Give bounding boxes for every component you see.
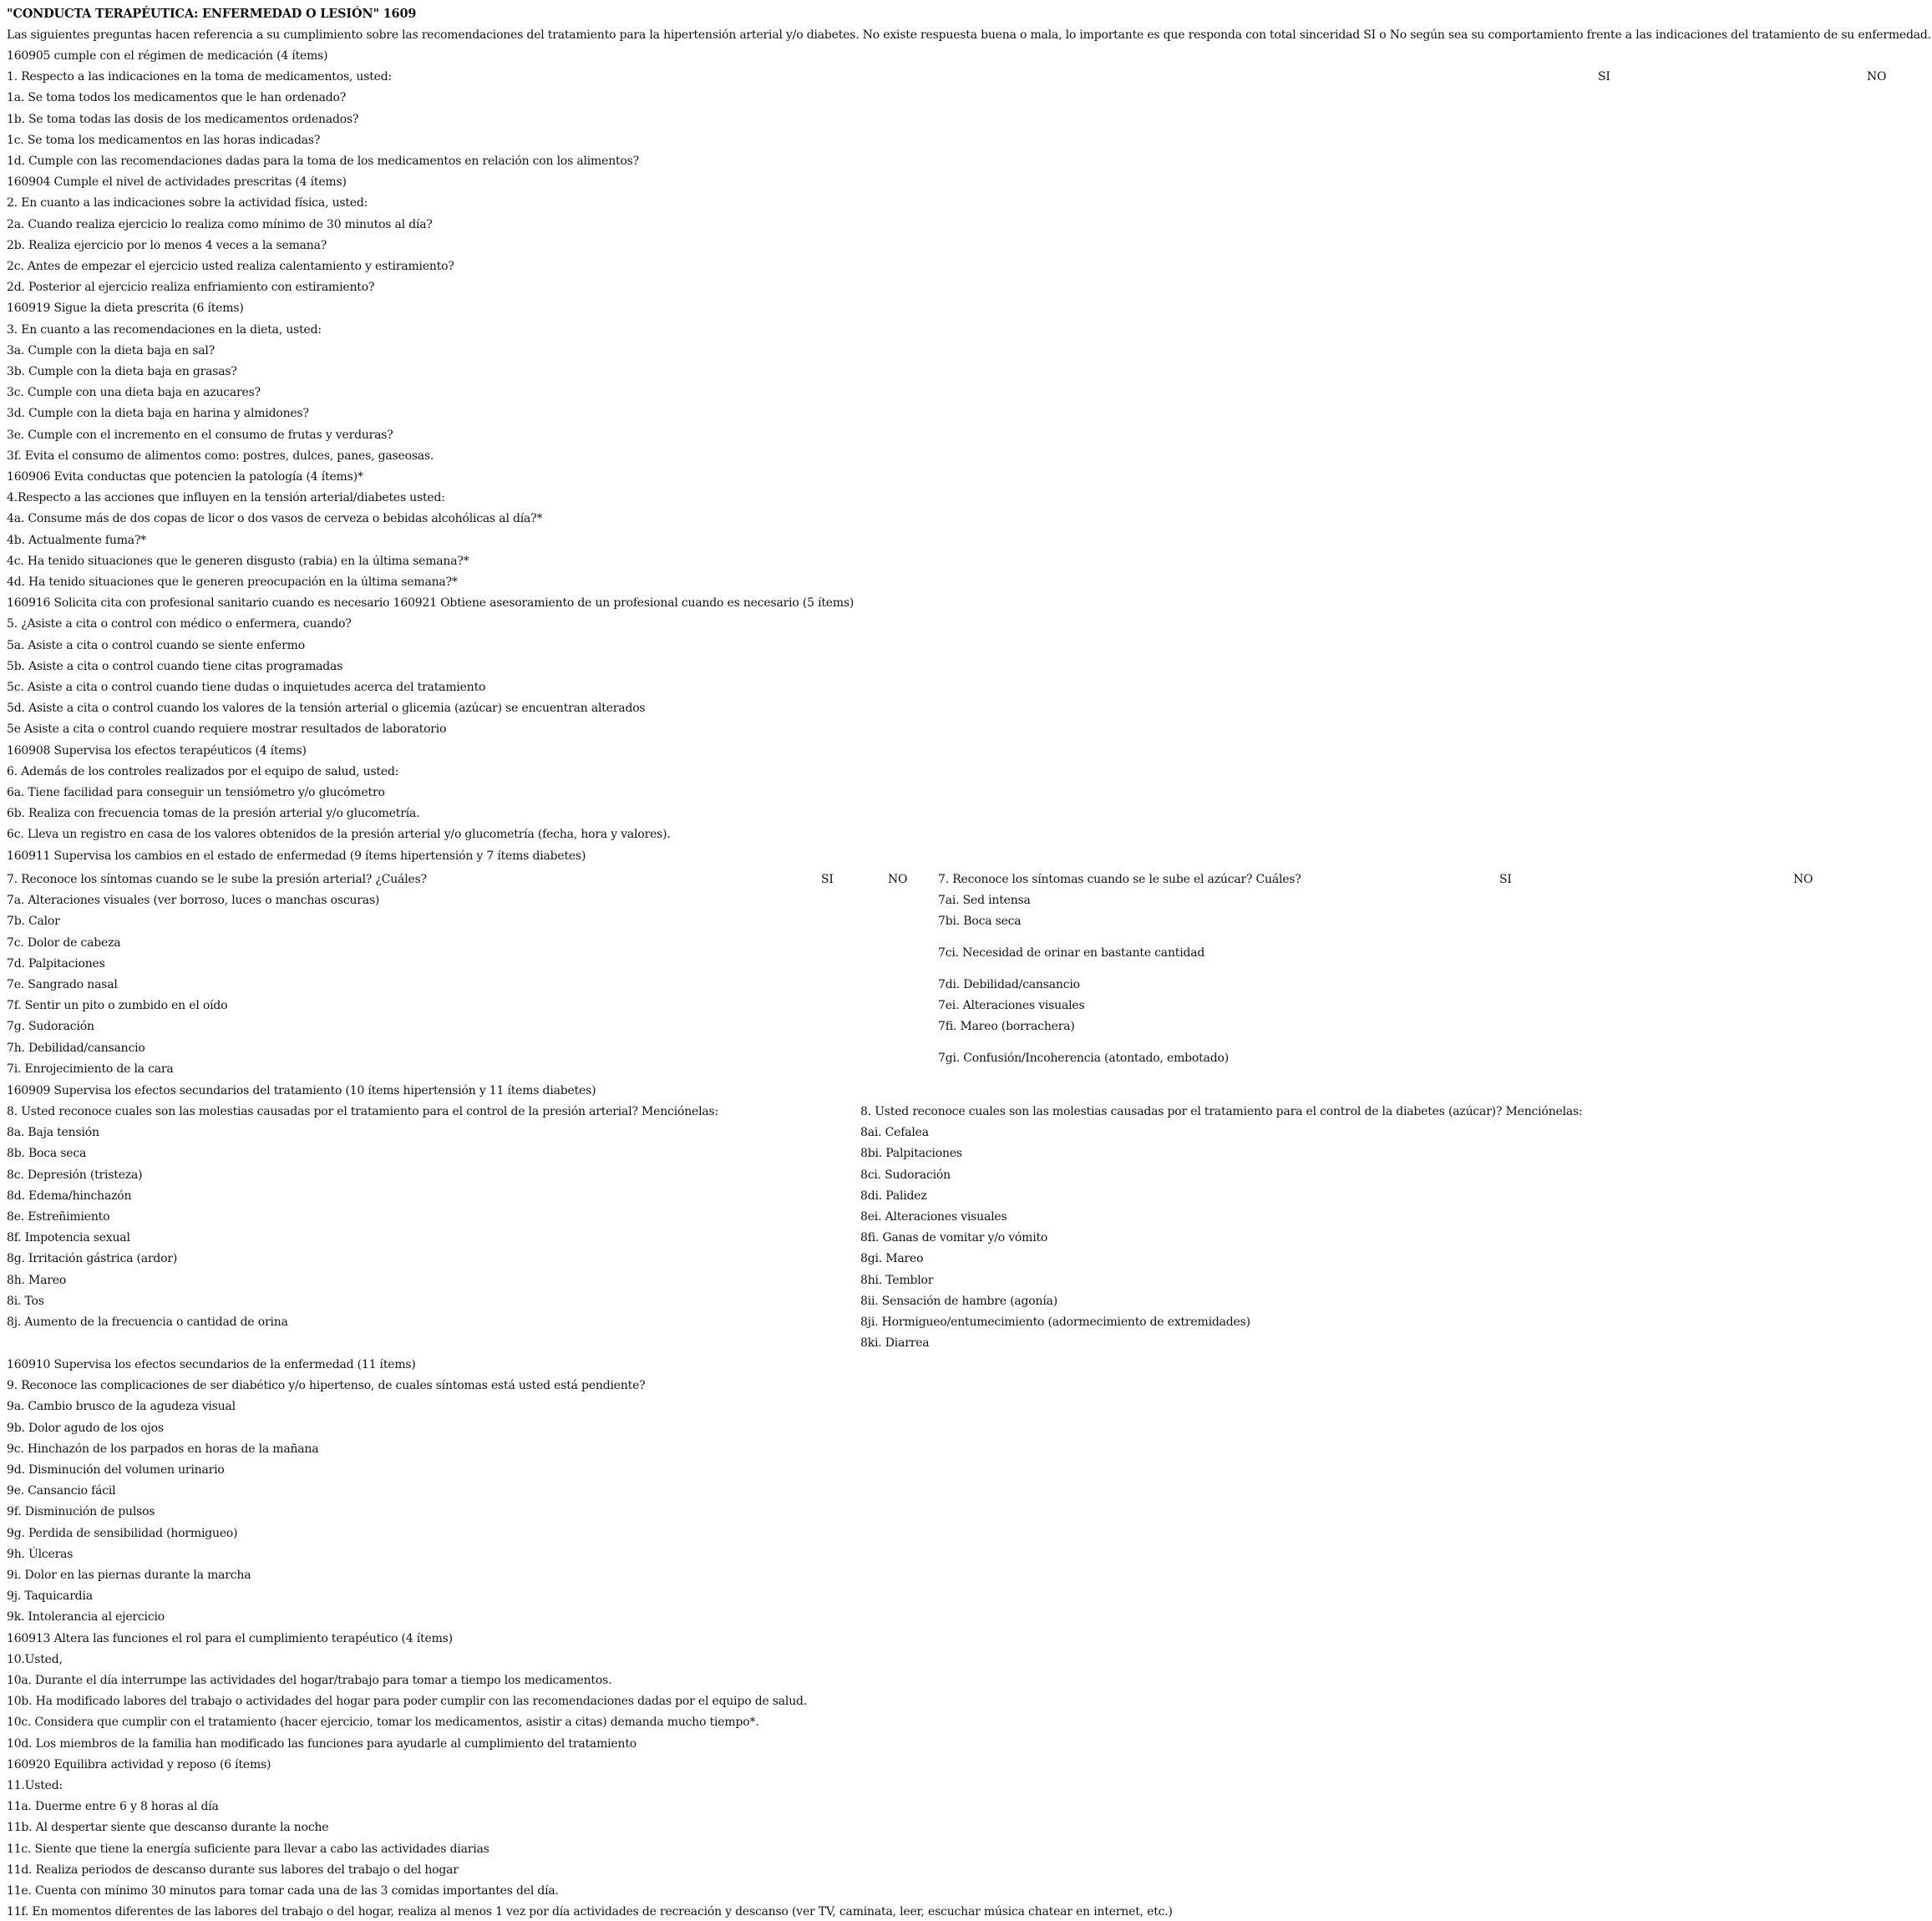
q8-hypertension-line-8: 8h. Mareo <box>7 1274 67 1287</box>
no-header-q1: NO <box>1867 70 1887 84</box>
q7-diabetes-line-6: 7fi. Mareo (borrachera) <box>938 1020 1075 1033</box>
si-header-q1: SI <box>1598 70 1610 84</box>
question-line-33: 160908 Supervisa los efectos terapéuticos (4 ítems) <box>7 744 307 758</box>
question-line-6: 160904 Cumple el nivel de actividades prescritas (4 ítems) <box>7 175 347 189</box>
question-line-37: 6c. Lleva un registro en casa de los valores obtenidos de la presión arterial y/o glucometría (fecha, hora y valores). <box>7 828 671 841</box>
q7-hypertension-line-0: 7. Reconoce los síntomas cuando se le sube la presión arterial? ¿Cuáles? <box>7 873 427 886</box>
q8-hypertension-line-1: 8a. Baja tensión <box>7 1126 99 1139</box>
q8-hypertension-line-6: 8f. Impotencia sexual <box>7 1231 130 1244</box>
intro-paragraph: Las siguientes preguntas hacen referencia a su cumplimiento sobre las recomendaciones del tratamiento para la hipertensión arterial y/o diabetes. No existe respuesta buena o mala, lo importante es que responda con total sinceridad SI o No según sea su comportamiento frente a las indicaciones del tratamiento de su enfermedad. <box>7 28 1931 42</box>
tail-line-17: 10c. Considera que cumplir con el tratamiento (hacer ejercicio, tomar los medicamentos, asistir a citas) demanda mucho tiempo*. <box>7 1716 759 1729</box>
question-line-34: 6. Además de los controles realizados por el equipo de salud, usted: <box>7 765 399 778</box>
tail-line-13: 160913 Altera las funciones el rol para el cumplimiento terapéutico (4 ítems) <box>7 1632 453 1645</box>
q7-diabetes-line-4: 7di. Debilidad/cansancio <box>938 978 1080 991</box>
question-line-21: 4.Respecto a las acciones que influyen en la tensión arterial/diabetes usted: <box>7 491 445 504</box>
q7-hypertension-line-4: 7d. Palpitaciones <box>7 957 105 971</box>
question-line-8: 2a. Cuando realiza ejercicio lo realiza como mínimo de 30 minutos al día? <box>7 218 433 231</box>
question-line-29: 5b. Asiste a cita o control cuando tiene citas programadas <box>7 660 343 673</box>
q8-diabetes-line-7: 8gi. Mareo <box>860 1252 924 1265</box>
question-line-13: 3. En cuanto a las recomendaciones en la dieta, usted: <box>7 323 322 337</box>
question-line-2: 1a. Se toma todos los medicamentos que le han ordenado? <box>7 91 347 104</box>
question-line-20: 160906 Evita conductas que potencien la patología (4 ítems)* <box>7 470 363 484</box>
q7-diabetes-line-7: 7gi. Confusión/Incoherencia (atontado, embotado) <box>938 1052 1229 1065</box>
tail-line-22: 11b. Al despertar siente que descanso durante la noche <box>7 1821 329 1834</box>
tail-line-9: 9h. Úlceras <box>7 1548 74 1561</box>
q8-hypertension-line-10: 8j. Aumento de la frecuencia o cantidad de orina <box>7 1315 288 1329</box>
question-line-7: 2. En cuanto a las indicaciones sobre la actividad física, usted: <box>7 196 368 210</box>
question-line-16: 3c. Cumple con una dieta baja en azucares? <box>7 386 261 399</box>
question-line-36: 6b. Realiza con frecuencia tomas de la presión arterial y/o glucometría. <box>7 807 420 820</box>
question-line-11: 2d. Posterior al ejercicio realiza enfriamiento con estiramiento? <box>7 281 375 294</box>
question-line-10: 2c. Antes de empezar el ejercicio usted realiza calentamiento y estiramiento? <box>7 260 454 273</box>
question-line-23: 4b. Actualmente fuma?* <box>7 534 147 547</box>
q7-hypertension-line-7: 7g. Sudoración <box>7 1020 94 1033</box>
question-line-5: 1d. Cumple con las recomendaciones dadas para la toma de los medicamentos en relación con los alimentos? <box>7 155 639 168</box>
q7-diabetes-line-3: 7ci. Necesidad de orinar en bastante cantidad <box>938 946 1205 960</box>
tail-line-19: 160920 Equilibra actividad y reposo (6 ítems) <box>7 1758 271 1771</box>
question-line-25: 4d. Ha tenido situaciones que le generen preocupación en la última semana?* <box>7 575 458 589</box>
tail-line-3: 9b. Dolor agudo de los ojos <box>7 1422 164 1435</box>
no-header-q7-left: NO <box>888 873 908 886</box>
tail-line-23: 11c. Siente que tiene la energía suficiente para llevar a cabo las actividades diarias <box>7 1842 489 1856</box>
si-header-q7-left: SI <box>821 873 834 886</box>
question-line-14: 3a. Cumple con la dieta baja en sal? <box>7 344 216 357</box>
q8-diabetes-line-10: 8ji. Hormigueo/entumecimiento (adormecimiento de extremidades) <box>860 1315 1250 1329</box>
question-line-9: 2b. Realiza ejercicio por lo menos 4 veces a la semana? <box>7 239 327 252</box>
q8-diabetes-line-11: 8ki. Diarrea <box>860 1336 930 1350</box>
question-line-27: 5. ¿Asiste a cita o control con médico o enfermera, cuando? <box>7 617 352 631</box>
q8-hypertension-line-2: 8b. Boca seca <box>7 1147 87 1160</box>
q8-diabetes-line-6: 8fi. Ganas de vomitar y/o vómito <box>860 1231 1048 1244</box>
q8-hypertension-line-3: 8c. Depresión (tristeza) <box>7 1168 143 1182</box>
tail-line-16: 10b. Ha modificado labores del trabajo o actividades del hogar para poder cumplir con las recomendaciones dadas por el equipo de salud. <box>7 1695 808 1708</box>
tail-line-18: 10d. Los miembros de la familia han modificado las funciones para ayudarle al cumplimiento del tratamiento <box>7 1737 636 1751</box>
tail-line-20: 11.Usted: <box>7 1779 63 1792</box>
tail-line-10: 9i. Dolor en las piernas durante la marcha <box>7 1569 251 1582</box>
tail-line-2: 9a. Cambio brusco de la agudeza visual <box>7 1400 236 1413</box>
question-line-31: 5d. Asiste a cita o control cuando los valores de la tensión arterial o glicemia (azúcar) se encuentran alterados <box>7 702 646 715</box>
question-line-18: 3e. Cumple con el incremento en el consumo de frutas y verduras? <box>7 428 393 442</box>
tail-line-7: 9f. Disminución de pulsos <box>7 1505 155 1518</box>
question-line-38: 160911 Supervisa los cambios en el estado de enfermedad (9 ítems hipertensión y 7 ítems diabetes) <box>7 849 586 863</box>
question-line-28: 5a. Asiste a cita o control cuando se siente enfermo <box>7 639 305 652</box>
tail-line-11: 9j. Taquicardia <box>7 1589 93 1603</box>
q7-diabetes-line-2: 7bi. Boca seca <box>938 915 1022 928</box>
q8-diabetes-line-2: 8bi. Palpitaciones <box>860 1147 962 1160</box>
question-line-3: 1b. Se toma todas las dosis de los medicamentos ordenados? <box>7 113 359 126</box>
tail-line-0: 160910 Supervisa los efectos secundarios de la enfermedad (11 ítems) <box>7 1358 416 1371</box>
si-header-q7-right: SI <box>1499 873 1512 886</box>
q8-diabetes-line-0: 8. Usted reconoce cuales son las molestias causadas por el tratamiento para el control de la diabetes (azúcar)? Menciónelas: <box>860 1105 1583 1118</box>
tail-line-5: 9d. Disminución del volumen urinario <box>7 1463 225 1477</box>
q7-hypertension-line-2: 7b. Calor <box>7 915 60 928</box>
q8-diabetes-line-9: 8ii. Sensación de hambre (agonía) <box>860 1295 1058 1308</box>
tail-line-6: 9e. Cansancio fácil <box>7 1484 116 1498</box>
question-line-35: 6a. Tiene facilidad para conseguir un tensiómetro y/o glucómetro <box>7 786 385 799</box>
q8-diabetes-line-4: 8di. Palidez <box>860 1189 927 1203</box>
tail-line-8: 9g. Perdida de sensibilidad (hormigueo) <box>7 1527 238 1540</box>
tail-line-26: 11f. En momentos diferentes de las labores del trabajo o del hogar, realiza al menos 1 vez por día actividades de recreación y descanso (ver TV, caminata, leer, escuchar música chatear en internet, etc.) <box>7 1905 1173 1918</box>
tail-line-12: 9k. Intolerancia al ejercicio <box>7 1610 165 1624</box>
tail-line-24: 11d. Realiza periodos de descanso durante sus labores del trabajo o del hogar <box>7 1863 459 1877</box>
q8-diabetes-line-3: 8ci. Sudoración <box>860 1168 951 1182</box>
question-line-15: 3b. Cumple con la dieta baja en grasas? <box>7 365 237 378</box>
q7-hypertension-line-1: 7a. Alteraciones visuales (ver borroso, luces o manchas oscuras) <box>7 894 380 907</box>
question-line-30: 5c. Asiste a cita o control cuando tiene dudas o inquietudes acerca del tratamiento <box>7 681 486 694</box>
question-line-17: 3d. Cumple con la dieta baja en harina y almidones? <box>7 407 309 420</box>
q8-diabetes-line-5: 8ei. Alteraciones visuales <box>860 1210 1007 1224</box>
question-line-19: 3f. Evita el consumo de alimentos como: postres, dulces, panes, gaseosas. <box>7 449 434 463</box>
q7-diabetes-line-5: 7ei. Alteraciones visuales <box>938 999 1085 1012</box>
question-line-32: 5e Asiste a cita o control cuando requiere mostrar resultados de laboratorio <box>7 722 447 736</box>
question-line-24: 4c. Ha tenido situaciones que le generen disgusto (rabia) en la última semana?* <box>7 555 469 568</box>
q7-diabetes-line-0: 7. Reconoce los síntomas cuando se le sube el azúcar? Cuáles? <box>938 873 1301 886</box>
q8-diabetes-line-8: 8hi. Temblor <box>860 1274 934 1287</box>
q8-hypertension-line-0: 8. Usted reconoce cuales son las molestias causadas por el tratamiento para el control de la presión arterial? Menciónelas: <box>7 1105 719 1118</box>
q8-diabetes-line-1: 8ai. Cefalea <box>860 1126 929 1139</box>
document-title: "CONDUCTA TERAPÉUTICA: ENFERMEDAD O LESIÓN" 1609 <box>7 7 417 21</box>
q7-hypertension-line-5: 7e. Sangrado nasal <box>7 978 118 991</box>
question-line-0: 160905 cumple con el régimen de medicación (4 ítems) <box>7 49 328 63</box>
tail-line-1: 9. Reconoce las complicaciones de ser diabético y/o hipertenso, de cuales síntomas está usted está pendiente? <box>7 1379 646 1392</box>
q8-hypertension-line-9: 8i. Tos <box>7 1295 44 1308</box>
tail-line-21: 11a. Duerme entre 6 y 8 horas al día <box>7 1800 219 1813</box>
question-line-4: 1c. Se toma los medicamentos en las horas indicadas? <box>7 134 321 147</box>
q8-hypertension-line-7: 8g. Irritación gástrica (ardor) <box>7 1252 178 1265</box>
tail-line-25: 11e. Cuenta con mínimo 30 minutos para tomar cada una de las 3 comidas importantes del día. <box>7 1884 559 1898</box>
q7-hypertension-line-6: 7f. Sentir un pito o zumbido en el oído <box>7 999 228 1012</box>
q7-hypertension-line-8: 7h. Debilidad/cansancio <box>7 1042 145 1055</box>
q8-hypertension-line-5: 8e. Estreñimiento <box>7 1210 110 1224</box>
tail-line-4: 9c. Hinchazón de los parpados en horas de la mañana <box>7 1442 319 1456</box>
question-line-1: 1. Respecto a las indicaciones en la toma de medicamentos, usted: <box>7 70 393 84</box>
question-line-22: 4a. Consume más de dos copas de licor o dos vasos de cerveza o bebidas alcohólicas al día?* <box>7 512 543 525</box>
section-160909: 160909 Supervisa los efectos secundarios del tratamiento (10 ítems hipertensión y 11 ítems diabetes) <box>7 1084 596 1097</box>
tail-line-14: 10.Usted, <box>7 1653 63 1666</box>
tail-line-15: 10a. Durante el día interrumpe las actividades del hogar/trabajo para tomar a tiempo los medicamentos. <box>7 1674 612 1687</box>
q7-hypertension-line-3: 7c. Dolor de cabeza <box>7 936 121 950</box>
q7-hypertension-line-9: 7i. Enrojecimiento de la cara <box>7 1062 174 1076</box>
q8-hypertension-line-4: 8d. Edema/hinchazón <box>7 1189 132 1203</box>
no-header-q7-right: NO <box>1793 873 1813 886</box>
question-line-26: 160916 Solicita cita con profesional sanitario cuando es necesario 160921 Obtiene asesoramiento de un profesional cuando es necesario (5 ítems) <box>7 596 854 610</box>
q7-diabetes-line-1: 7ai. Sed intensa <box>938 894 1031 907</box>
question-line-12: 160919 Sigue la dieta prescrita (6 ítems) <box>7 302 244 315</box>
